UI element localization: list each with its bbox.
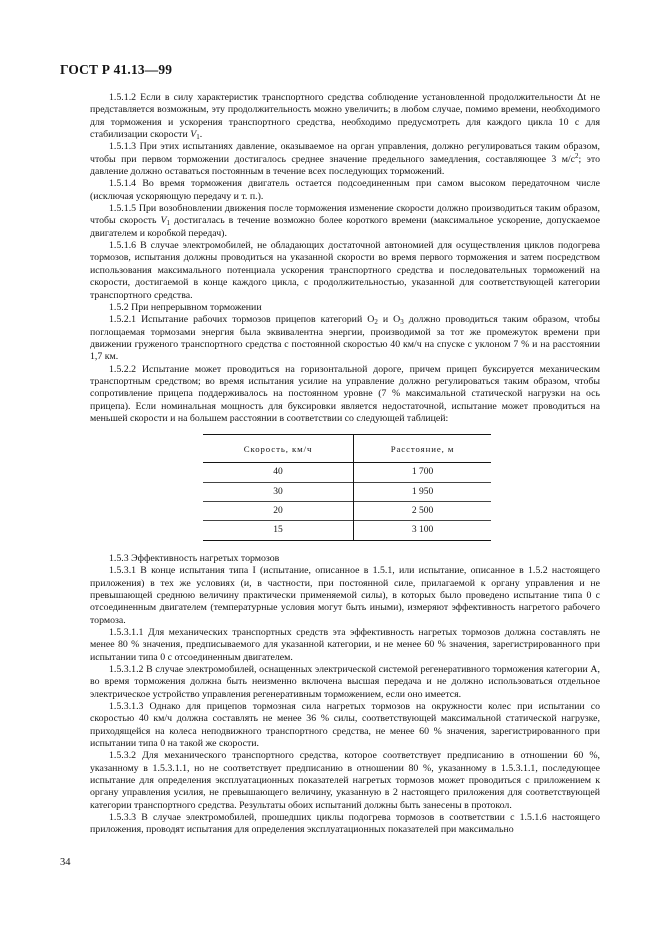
- paragraph-1-5-1-6: 1.5.1.6 В случае электромобилей, не обладающих достаточной автономией для осуществления циклов подогрева тормозов, испытания должны проводиться на указанной скорости во время первого торможения и затем посредством использования максимального потенциала ускорения транспортного средства и последовательных торможений на скорости, достигаемой в конце каждого цикла, с продолжительностью, указанной для соответствующей категории транспортного средства.: [90, 240, 600, 301]
- table-cell-speed: 15: [203, 521, 354, 540]
- paragraph-1-5-3: 1.5.3 Эффективность нагретых тормозов: [109, 552, 280, 564]
- paragraph-1-5-3-1-3: 1.5.3.1.3 Однако для прицепов тормозная сила нагретых тормозов на окружности колес при испытании со скоростью 40 км/ч должна составлять не менее 36 % силы, соответствующей максимальной статической нагрузке, приходящейся на колеса неподвижного транспортного средства, не менее 60 % значения, зарегистрированного при испытании типа 0 на такой же скорости.: [90, 700, 600, 749]
- table-cell-speed: 30: [203, 482, 354, 501]
- table-row: [203, 463, 491, 482]
- paragraph-1-5-1-2: 1.5.1.2 Если в силу характеристик транспортного средства соблюдение установленной продолжительности Δt не представляется возможным, эту продолжительность можно увеличить; в любом случае, помимо времени, необходимого для торможения и ускорения транспортного средства, необходимо предусмотреть для каждого цикла 10 с для стабилизации скорости $V_1$.: [90, 92, 600, 142]
- table-header-row: [203, 435, 491, 463]
- table-cell-distance: 2 500: [354, 502, 492, 521]
- paragraph-1-5-3-1: 1.5.3.1 В конце испытания типа I (испытание, описанное в 1.5.1, или испытание, описанное в 1.5.2 настоящего приложения) в тех же условиях (и, в частности, при постоянной силе, прилагаемой к органу управления и не превышающей среднюю величину практически применяемой силы), в которых было проведено испытание типа 0 с отсоединенным двигателем (температурные условия могут быть иными), измеряют эффективность нагретого рабочего тормоза.: [90, 565, 600, 626]
- table-cell-distance: 1 950: [354, 482, 492, 501]
- table-header-speed: Скорость, км/ч: [203, 435, 354, 463]
- paragraph-1-5-3-2: 1.5.3.2 Для механического транспортного средства, которое соответствует предписанию в отношении 60 %, указанному в 1.5.3.1.1, но не соответствует предписанию в отношении 80 %, указанному в 1.5.3.1.1, последующее испытание для определения эксплуатационных показателей нагретых тормозов может проводиться с приложением к органу управления усилия, не превышающего величину, указанную в 2 настоящего приложения для соответствующей категории транспортного средства. Результаты обоих испытаний должны быть занесены в протокол.: [90, 750, 600, 811]
- paragraph-1-5-1-3: 1.5.1.3 При этих испытаниях давление, оказываемое на орган управления, должно регулироваться таким образом, чтобы при первом торможении достигалось среднее значение предельного замедления, составляющее 3 $м/с^2$; это давление должно оставаться постоянным в течение всех последующих торможений.: [90, 141, 600, 178]
- table-row: [203, 482, 491, 501]
- document-code-header: ГОСТ Р 41.13—99: [60, 62, 173, 77]
- paragraph-1-5-3-1-2: 1.5.3.1.2 В случае электромобилей, оснащенных электрической системой регенеративного торможения категории А, во время торможения должна быть неизменно включена высшая передача и не должно использоваться отдельное электрическое устройство управления регенеративным торможением, если оно имеется.: [90, 663, 600, 700]
- paragraph-1-5-2-1: 1.5.2.1 Испытание рабочих тормозов прицепов категорий $O_2$ и $O_3$ должно проводиться таким образом, чтобы поглощаемая тормозами энергия была эквивалентна энергии, производимой за тот же промежуток времени при движении груженого транспортного средства с постоянной скоростью 40 км/ч на спуске с уклоном 7 % и на расстоянии 1,7 км.: [90, 314, 600, 363]
- paragraph-1-5-2-2: 1.5.2.2 Испытание может проводиться на горизонтальной дороге, причем прицеп буксируется механическим транспортным средством; во время испытания усилие на управление должно регулироваться таким образом, чтобы сопротивление прицепа поддерживалось на постоянном уровне (7 % максимальной статической нагрузки на ось прицепа). Если номинальная мощность для буксировки является недостаточной, испытание может проводиться на меньшей скорости и на большем расстоянии в соответствии со следующей таблицей:: [90, 363, 600, 424]
- table-row: [203, 502, 491, 521]
- table-cell-speed: 40: [203, 463, 354, 482]
- table-row: [203, 521, 491, 540]
- speed-distance-table: [203, 434, 491, 541]
- table-cell-distance: 1 700: [354, 463, 492, 482]
- table-cell-distance: 3 100: [354, 521, 492, 540]
- paragraph-1-5-3-3: 1.5.3.3 В случае электромобилей, прошедших циклы подогрева тормозов в соответствии с 1.5.1.6 настоящего приложения, проводят испытания для определения эксплуатационных показателей при максимально: [90, 812, 600, 836]
- paragraph-1-5-2: 1.5.2 При непрерывном торможении: [109, 301, 262, 313]
- paragraph-1-5-1-5: 1.5.1.5 При возобновлении движения после торможения изменение скорости должно производиться таким образом, чтобы скорость $V_1$ достигалась в течение возможно более короткого времени (максимальное ускорение, допускаемое двигателем и коробкой передач).: [90, 203, 600, 239]
- table-cell-speed: 20: [203, 502, 354, 521]
- paragraph-1-5-3-1-1: 1.5.3.1.1 Для механических транспортных средств эта эффективность нагретых тормозов должна составлять не менее 80 % значения, предписываемого для указанной категории, и не менее 60 % значения, зарегистрированного при испытании типа 0 с отсоединенным двигателем.: [90, 626, 600, 663]
- speed-distance-table-wrapper: [94, 434, 600, 541]
- paragraph-1-5-1-4: 1.5.1.4 Во время торможения двигатель остается подсоединенным при самом высоком передаточном числе (исключая ускоряющую передачу и т. п.).: [90, 178, 600, 202]
- table-header-distance: Расстояние, м: [354, 435, 492, 463]
- page-number: 34: [60, 857, 71, 868]
- document-body: [90, 92, 600, 837]
